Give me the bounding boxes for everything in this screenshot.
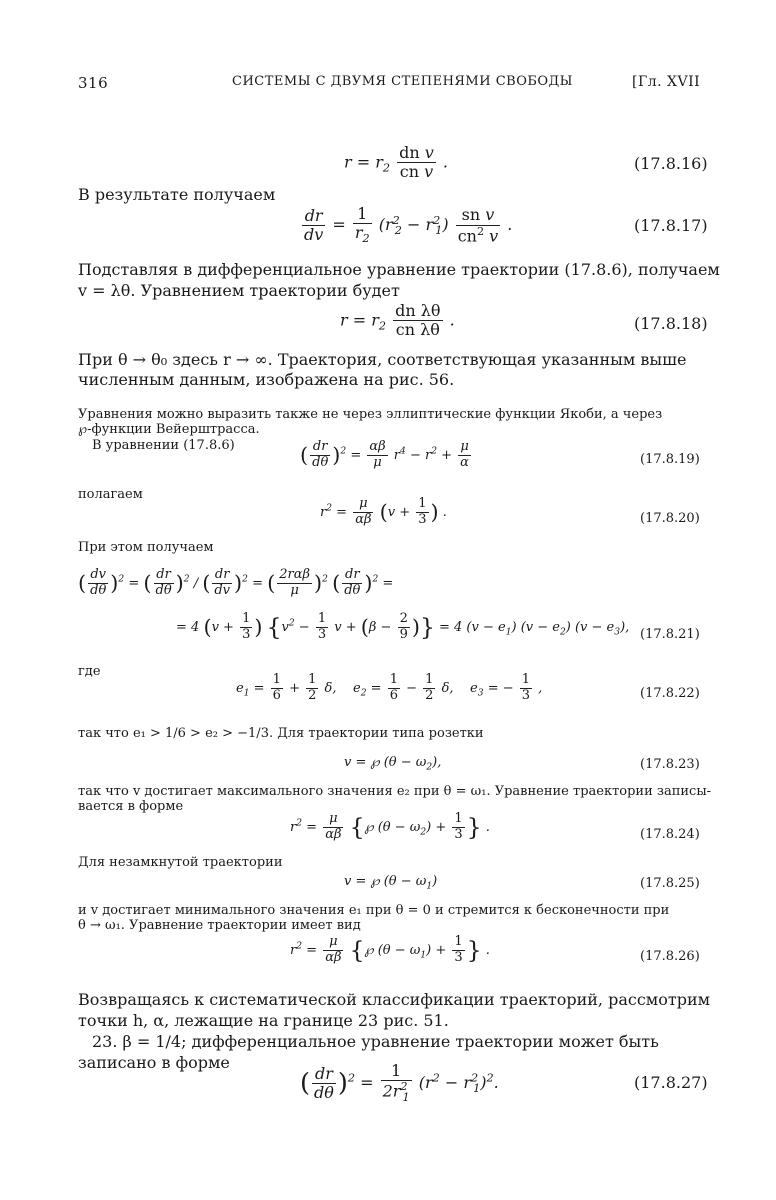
equation-17-8-19: ( $\frac{dr}{d\theta}$ )$^2$ = $\frac{\alpha\beta}{\mu}$ $r^4 - r^2$ + $\frac{\mu}{\alpha}$ — [300, 439, 469, 470]
equation-number: (17.8.16) — [634, 154, 708, 173]
equation-17-8-22: $e_1$ = $\frac{1}{6}$ + $\frac{1}{2}$ δ, $e_2$ = $\frac{1}{6}$ − $\frac{1}{2}$ δ, $e_3$ = − $\frac{1}{3}$ , — [236, 672, 543, 703]
equation-number: (17.8.17) — [634, 216, 708, 235]
footnote-text: полагаем — [78, 487, 143, 502]
paragraph: При θ → θ₀ здесь r → ∞. Траектория, соответствующая указанным выше — [78, 350, 687, 369]
paragraph: В результате получаем — [78, 185, 276, 204]
footnote-text: так что e₁ > 1/6 > e₂ > −1/3. Для траектории типа розетки — [78, 726, 484, 741]
equation-17-8-16: $r = r_2$ $\frac{\text{dn v}}{\text{cn v}}$ . — [344, 143, 448, 182]
equation-number: (17.8.26) — [640, 949, 700, 964]
footnote-text: и v достигает минимального значения e₁ при θ = 0 и стремится к бесконечности при — [78, 903, 670, 918]
paragraph: v = λθ. Уравнением траектории будет — [78, 281, 400, 300]
page-number: 316 — [78, 74, 109, 92]
paragraph: Возвращаясь к систематической классификации траекторий, рассмотрим — [78, 990, 711, 1009]
equation-17-8-17: $\frac{dr}{dv}$ = $\frac{1}{r_2}$ $(r^2_2 - r^2_1)$ $\frac{\text{sn v}}{cn^2 v}$ . — [304, 204, 513, 246]
footnote-text: Для незамкнутой траектории — [78, 855, 283, 870]
footnote-text: В уравнении (17.8.6) — [92, 438, 235, 453]
footnote-text: При этом получаем — [78, 540, 214, 555]
footnote-text: вается в форме — [78, 799, 184, 814]
equation-number: (17.8.19) — [640, 452, 700, 467]
footnote-text: где — [78, 664, 101, 679]
equation-number: (17.8.21) — [640, 627, 700, 642]
equation-number: (17.8.18) — [634, 314, 708, 333]
paragraph: записано в форме — [78, 1053, 230, 1072]
equation-17-8-26: $r^2$ = $\frac{\mu}{\alpha\beta}$ {℘ $(\theta - \omega_1)$ + $\frac{1}{3}$ } . — [290, 934, 490, 965]
equation-number: (17.8.23) — [640, 757, 700, 772]
footnote-text: Уравнения можно выразить также не через эллиптические функции Якоби, а через — [78, 407, 663, 422]
equation-17-8-27: ( $\frac{dr}{d\theta}$ )$^2$ = $\frac{1}{2r^2_1}$ $(r^2 - r^2_1)^2$. — [300, 1061, 499, 1104]
paragraph: точки h, α, лежащие на границе 23 рис. 51. — [78, 1011, 449, 1030]
running-title: СИСТЕМЫ С ДВУМЯ СТЕПЕНЯМИ СВОБОДЫ — [232, 74, 573, 89]
equation-17-8-23: v = ℘ $(\theta - \omega_2)$, — [344, 755, 442, 773]
equation-number: (17.8.25) — [640, 876, 700, 891]
equation-number: (17.8.27) — [634, 1073, 708, 1092]
paragraph: 23. β = 1/4; дифференциальное уравнение траектории может быть — [92, 1032, 659, 1051]
chapter-label: [Гл. XVII — [632, 74, 701, 90]
equation-17-8-25: v = ℘ $(\theta - \omega_1)$ — [344, 874, 438, 892]
equation-17-8-18: $r = r_2$ $\frac{\text{dn λθ}}{\text{cn λθ}}$ . — [340, 301, 455, 340]
footnote-text: ℘-функции Вейерштрасса. — [78, 422, 260, 437]
footnote-text: θ → ω₁. Уравнение траектории имеет вид — [78, 918, 361, 933]
paragraph: Подставляя в дифференциальное уравнение траектории (17.8.6), получаем — [78, 260, 720, 279]
equation-17-8-21-line1: ( $\frac{dv}{d\theta}$ )$^2$ = ( $\frac{dr}{d\theta}$ )$^2$ / ( $\frac{dr}{dv}$ )$^2$ = ( $\frac{\text{2rαβ}}{\mu}$ )$^2$ ( $\frac{dr}{d\theta}$ )$^2$ = — [78, 567, 394, 598]
equation-17-8-24: $r^2$ = $\frac{\mu}{\alpha\beta}$ {℘ $(\theta - \omega_2)$ + $\frac{1}{3}$ } . — [290, 811, 490, 842]
equation-number: (17.8.20) — [640, 511, 700, 526]
equation-number: (17.8.24) — [640, 827, 700, 842]
equation-number: (17.8.22) — [640, 686, 700, 701]
equation-17-8-21-line2: = 4 (v + $\frac{1}{3}$ ) {$v^2$ − $\frac{1}{3}$ v + (β − $\frac{2}{9}$ )} = 4 $(v - e_1)$ $(v - e_2)$ $(v - e_3)$, — [176, 611, 630, 642]
paragraph: численным данным, изображена на рис. 56. — [78, 370, 455, 389]
footnote-text: так что v достигает максимального значения e₂ при θ = ω₁. Уравнение траектории записы- — [78, 784, 712, 799]
equation-17-8-20: $r^2$ = $\frac{\mu}{\alpha\beta}$ (v + $\frac{1}{3}$ ) . — [320, 496, 447, 527]
